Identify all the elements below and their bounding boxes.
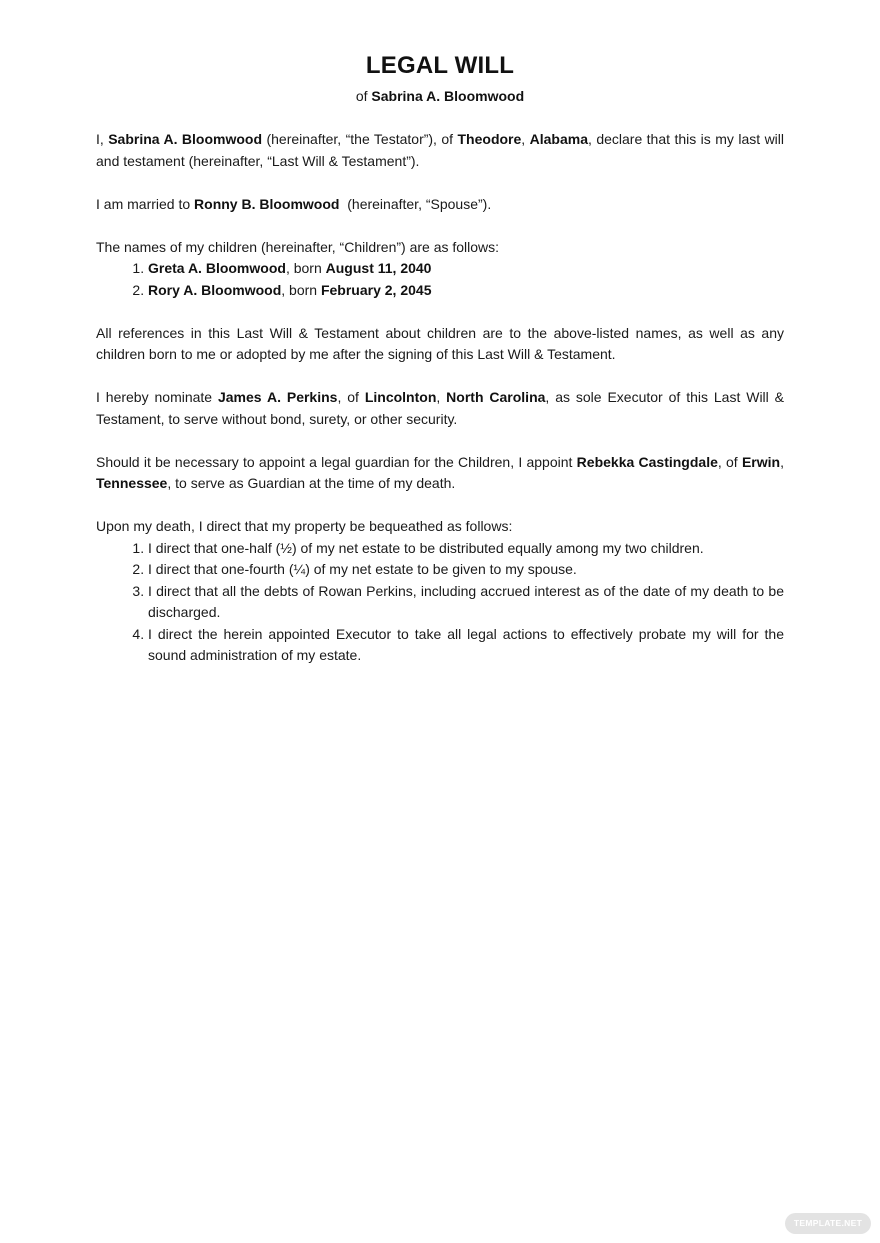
guardian-city: Erwin: [741, 453, 781, 470]
text: , of: [717, 453, 742, 470]
bequest-intro: Upon my death, I direct that my property be bequeathed as follows:: [96, 518, 513, 534]
spouse-paragraph: [96, 194, 784, 216]
guardian-name: Rebekka Castingdale: [576, 453, 718, 470]
text: I,: [96, 131, 109, 147]
executor-paragraph: [96, 387, 784, 430]
text: , born: [285, 260, 326, 276]
list-item: 3. I direct that all the debts of Rowan Perkins, including accrued interest as of the date of my death to be discharged.: [148, 581, 784, 624]
child-birth-date: August 11, 2040: [325, 260, 432, 276]
executor-city: Lincolnton: [364, 389, 437, 405]
text: , declare that this is my last will and testament (hereinafter, “Last Will & Testament”).: [96, 131, 785, 169]
guardian-paragraph: [96, 452, 784, 495]
document-subtitle: [0, 88, 880, 104]
child-birth-date: February 2, 2045: [320, 281, 432, 298]
list-item: [148, 280, 784, 302]
children-list: [96, 258, 784, 301]
child-name: Greta A. Bloomwood: [148, 260, 286, 276]
references-paragraph: All references in this Last Will & Testament about children are to the above-listed names, as well as any children born to me or adopted by me after the signing of this Last Will & Testament.: [96, 324, 784, 362]
text: , of: [337, 389, 365, 405]
text: , as sole Executor of this Last Will & Testament, to serve without bond, surety, or other security.: [96, 389, 785, 427]
subtitle-prefix: of: [355, 88, 372, 104]
testator-name-inline: Sabrina A. Bloomwood: [108, 131, 263, 147]
testator-name: Sabrina A. Bloomwood: [371, 88, 525, 104]
list-item: 4. I direct the herein appointed Executor to take all legal actions to effectively probate my will for the sound administration of my estate.: [148, 624, 784, 667]
executor-name: James A. Perkins: [217, 389, 338, 405]
children-intro: The names of my children (hereinafter, “Children”) are as follows:: [96, 238, 500, 255]
text: I hereby nominate: [96, 389, 218, 405]
child-name: Rory A. Bloomwood: [148, 281, 282, 298]
document-title: LEGAL WILL: [365, 52, 515, 79]
document-body: [96, 129, 784, 667]
text: ,: [521, 131, 530, 147]
list-item: [148, 258, 784, 280]
list-item: 2. I direct that one-fourth (¼) of my net estate to be given to my spouse.: [148, 559, 784, 581]
testator-state: Alabama: [529, 131, 588, 147]
bequest-list: [96, 538, 784, 667]
guardian-state: Tennessee: [96, 475, 168, 491]
text: , to serve as Guardian at the time of my death.: [167, 475, 456, 491]
declaration-paragraph: [96, 129, 784, 172]
spouse-name: Ronny B. Bloomwood: [194, 195, 340, 212]
list-item: 1. I direct that one-half (½) of my net estate to be distributed equally among my two children.: [148, 538, 784, 560]
template-watermark: TEMPLATE.NET: [785, 1213, 871, 1234]
text: ,: [780, 453, 784, 470]
text: I am married to: [96, 195, 195, 212]
text: ,: [436, 389, 447, 405]
testator-city: Theodore: [457, 131, 522, 147]
text: (hereinafter, “Spouse”).: [339, 195, 492, 212]
text: Should it be necessary to appoint a legal guardian for the Children, I appoint: [96, 453, 577, 470]
text: , born: [281, 281, 321, 298]
executor-state: North Carolina: [446, 389, 546, 405]
text: (hereinafter, “the Testator”), of: [262, 131, 458, 147]
